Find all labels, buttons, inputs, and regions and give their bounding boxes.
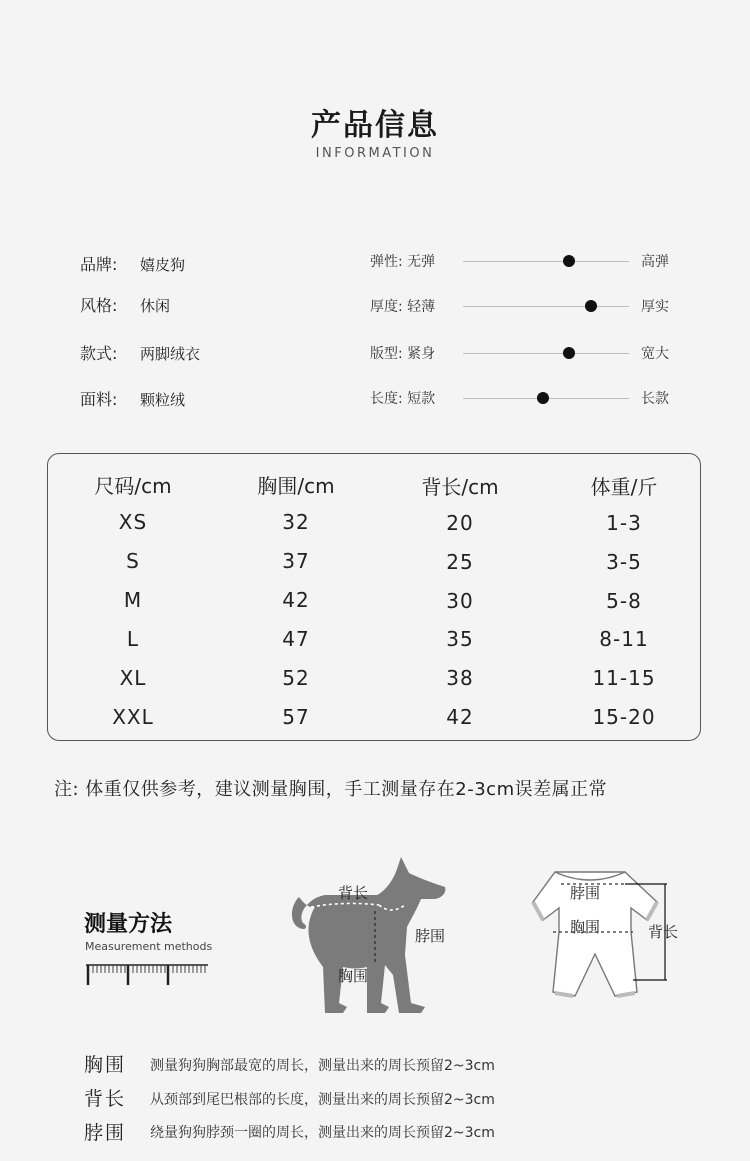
desc-term-neck: 脖围	[84, 1122, 127, 1144]
garment-chest-label: 胸围	[570, 918, 601, 936]
size-cell: 52	[282, 666, 310, 690]
dog-back-label: 背长	[338, 884, 369, 902]
scale-fit-high: 宽大	[641, 346, 669, 362]
size-cell: 3-5	[606, 550, 642, 574]
size-cell: M	[123, 588, 143, 612]
size-table-header: 背长/cm	[421, 475, 499, 499]
size-cell: XL	[119, 666, 147, 690]
size-table-header: 胸围/cm	[257, 474, 335, 498]
size-cell: 8-11	[599, 627, 649, 651]
scale-length-high: 长款	[641, 391, 669, 407]
attr-value: 两脚绒衣	[140, 345, 201, 363]
size-note: 注: 体重仅供参考，建议测量胸围，手工测量存在2-3cm误差属正常	[54, 779, 608, 800]
scale-length-marker	[537, 392, 549, 404]
attr-type	[80, 341, 200, 364]
scale-thickness-high: 厚实	[641, 299, 669, 315]
size-cell: 11-15	[592, 666, 656, 690]
size-cell: 47	[282, 627, 310, 651]
scale-fit-label: 版型: 紧身	[370, 346, 436, 362]
size-cell: 57	[282, 705, 310, 729]
size-cell: 30	[446, 589, 474, 613]
dog-chest-label: 胸围	[338, 967, 369, 985]
size-cell: 20	[446, 511, 474, 535]
size-cell: 32	[282, 510, 310, 534]
scale-thickness-track	[463, 306, 629, 307]
garment-neck-label: 脖围	[570, 884, 601, 902]
size-cell: 1-3	[606, 511, 642, 535]
scale-elasticity-high: 高弹	[641, 254, 669, 270]
size-cell: XS	[118, 510, 148, 534]
desc-text-chest: 测量狗狗胸部最宽的周长，测量出来的周长预留2~3cm	[150, 1058, 495, 1074]
attr-label: 风格:	[80, 296, 118, 315]
size-cell: 15-20	[592, 705, 656, 729]
size-cell: XXL	[112, 705, 154, 729]
size-table-header: 尺码/cm	[94, 474, 172, 498]
scale-fit-track	[463, 353, 629, 354]
attr-style	[80, 293, 170, 316]
size-cell: 38	[446, 666, 474, 690]
page-title: 产品信息	[311, 108, 439, 143]
ruler-icon	[86, 960, 208, 986]
scale-elasticity-track	[463, 261, 629, 262]
attr-value: 嬉皮狗	[140, 256, 186, 274]
measurement-title: 测量方法	[84, 912, 173, 937]
attr-label: 品牌:	[80, 255, 118, 274]
scale-elasticity-label: 弹性: 无弹	[370, 254, 436, 270]
measurement-subtitle: Measurement methods	[85, 940, 213, 953]
dog-neck-label: 脖围	[415, 927, 446, 945]
size-cell: 35	[446, 627, 474, 651]
garment-back-label: 背长	[648, 923, 679, 941]
size-cell: 25	[446, 550, 474, 574]
size-cell: 37	[282, 549, 310, 573]
attr-value: 颗粒绒	[140, 391, 186, 409]
size-cell: 5-8	[606, 589, 642, 613]
size-cell: L	[126, 627, 140, 651]
desc-text-neck: 绕量狗狗脖颈一圈的周长，测量出来的周长预留2~3cm	[150, 1125, 495, 1141]
scale-thickness-marker	[585, 300, 597, 312]
scale-length-label: 长度: 短款	[370, 391, 436, 407]
attr-label: 面料:	[80, 390, 118, 409]
attr-brand	[80, 252, 185, 275]
size-cell: 42	[446, 705, 474, 729]
scale-fit-marker	[563, 347, 575, 359]
desc-term-chest: 胸围	[84, 1054, 127, 1076]
size-table-header: 体重/斤	[590, 475, 658, 499]
size-cell: S	[126, 549, 140, 573]
desc-term-back: 背长	[84, 1088, 127, 1110]
scale-thickness-label: 厚度: 轻薄	[370, 299, 436, 315]
attr-fabric	[80, 387, 185, 410]
scale-length-track	[463, 398, 629, 399]
attr-value: 休闲	[140, 297, 171, 315]
attr-label: 款式:	[80, 344, 118, 363]
size-cell: 42	[282, 588, 310, 612]
page-subtitle: INFORMATION	[315, 146, 435, 161]
desc-text-back: 从颈部到尾巴根部的长度，测量出来的周长预留2~3cm	[150, 1092, 495, 1108]
scale-elasticity-marker	[563, 255, 575, 267]
